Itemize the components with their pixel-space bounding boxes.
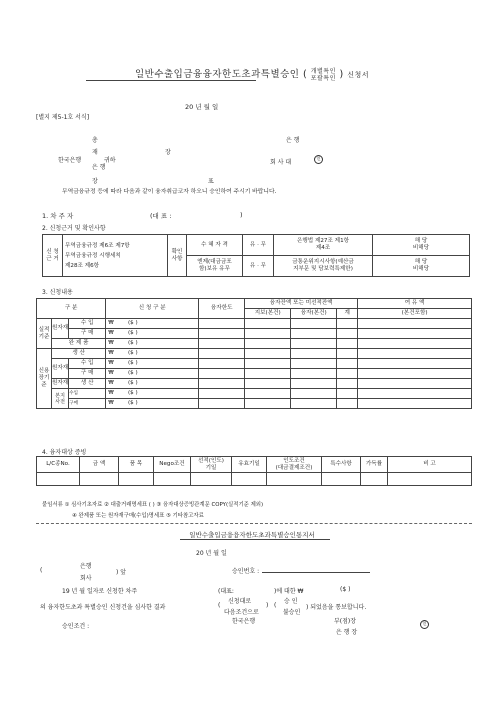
table-row (37, 473, 472, 486)
basis-header: 신 청 근 거 (43, 235, 63, 277)
table-row: 구 매 ₩ ($ ) (37, 329, 472, 339)
sig-bank: 한국은행 (232, 618, 256, 625)
table-row: 원자재 생 산 ₩ ($ ) (37, 379, 472, 389)
h-apply: 신 청 구 분 (106, 299, 199, 319)
table-row: 본지 사전 수입 ₩ ($ ) (37, 389, 472, 399)
evidence-header-row: L/C종No. 금 액 품 목 Nego조건 선적(인도) 기일 유효기일 인도조건 (대금결제조건) 특수사항 가득률 비 고 (37, 457, 472, 473)
form-number: [별지 제5-1호 서식] (36, 114, 90, 121)
approval-number-line (262, 572, 370, 573)
basis-table (42, 234, 470, 277)
seal-mark: 인 (314, 155, 323, 164)
addressee-bank: 한국은행 (58, 157, 82, 164)
applicant-company-label: 회 사 대 (270, 159, 292, 166)
h-sub2: 융자(본건) (291, 309, 337, 319)
cut-line (36, 523, 472, 524)
confirm-d2: 해 당 비해당 (373, 256, 470, 277)
form-title: 일반수출입금융융자한도초과특별승인 ( 개별특인 포괄특인 ) 신청서 (134, 67, 370, 82)
h-balance: 융자잔액 또는 미선적잔액 (245, 299, 358, 309)
raw-label: 원자재 (52, 319, 69, 339)
evidence-table (36, 456, 472, 486)
request-text: 무역금융규정 등에 따라 다음과 같이 융자취급코자 하오니 승인하여 주시기 바랍니다. (62, 189, 277, 195)
table-row: 완 제 품 ₩ ($ ) (37, 339, 472, 349)
application-table (36, 298, 472, 409)
addressee-line-mid: 장 (92, 178, 98, 185)
addressee-line1b: 재 (92, 149, 98, 156)
section1-rep-close: ) (240, 211, 243, 219)
confirm-header: 확인 사항 (168, 235, 187, 277)
h-category: 구 분 (37, 299, 106, 319)
confirm-c1: 엔제(대금금포 함)보유 유무 (187, 256, 243, 277)
basis-cell: 무역금융규정 제6조 제7항 무역금융규정 시행세칙 제28조 제6항 (63, 235, 168, 277)
notice-seal-mark: 인 (420, 620, 429, 629)
condition-label: 승인조건 : (62, 623, 90, 630)
h-surplus2: (본건포함) (358, 309, 472, 319)
section2-label: 2. 신청근거 및 확인사항 (42, 225, 106, 232)
table-row: 신용 장기 준 생 산 ₩ ($ ) (37, 349, 472, 359)
title-option-stack: 개별특인 포괄특인 (310, 67, 336, 82)
table-row: 구매 ₩ ($ ) (37, 399, 472, 409)
sig-branch: 은 행 장 (336, 629, 358, 636)
confirm-d1: 금통운위지시사항(예산금 지부문 및 담보력특제한) (274, 256, 373, 277)
addressee-line2: 은 행 (92, 164, 106, 171)
notice-title-underline (180, 539, 330, 540)
section1-rep: (대 표 : (150, 212, 172, 220)
attachments-line2: ④ 완제품 또는 원자재구매(수입)명세표 ⑤ 기타참고자료 (72, 513, 204, 519)
group2-label: 신용 장기 준 (37, 349, 52, 409)
h-sub1: 지보(본건) (245, 309, 291, 319)
confirm-a2: 유 · 무 (243, 235, 274, 256)
approval-number-label: 승인번호 : (232, 568, 260, 575)
notice-company-label: 회사 (80, 575, 92, 582)
attachments-line1: 붙임서류 ① 심사기초자료 ② 대출거래명세표 ( ) ③ 융자대상증빙관계문 COPY(실적기준 제외) (42, 502, 264, 508)
confirm-b1: 은행법 제27조 제1항 제4조 (274, 235, 373, 256)
h-limit: 융자한도 (199, 299, 245, 319)
table-row: 실적 기준 원자재 수 입 ₩ ($ ) (37, 319, 472, 329)
confirm-c2: 유 · 무 (243, 256, 274, 277)
title-underline (86, 80, 256, 81)
application-date: 20 년 월 일 (185, 103, 219, 111)
addressee-honorific: 귀하 (104, 157, 116, 164)
sig-dept: 부(점)장 (334, 618, 357, 625)
addressee-line3: 장 (165, 149, 171, 156)
form-title-suffix: 신청서 (347, 71, 370, 79)
table-row: 원자재 수 입 ₩ ($ ) (37, 359, 472, 369)
confirm-b2: 해 당 비해당 (373, 235, 470, 256)
table-row: 구 매 ₩ ($ ) (37, 369, 472, 379)
applicant-bank-label: 은 행 (286, 137, 300, 144)
form-title-main: 일반수출입금융융자한도초과특별승인 (134, 69, 300, 80)
addressee-line-right: 표 (208, 178, 214, 185)
h-surplus: 여 유 액 (358, 299, 472, 309)
section3-label: 3. 신청내용 (42, 289, 73, 296)
section1-label: 1. 차 주 자 (42, 212, 74, 220)
notice-title: 일반수출입금융융자한도초과특별승인통지서 (189, 531, 315, 539)
notice-bank-label: 은행 (80, 563, 92, 570)
h-sub3: 계 (337, 309, 358, 319)
group1-label: 실적 기준 (37, 319, 52, 349)
notice-date: 20 년 월 일 (196, 550, 227, 557)
confirm-a1: 수 혜 자 격 (187, 235, 243, 256)
section4-label: 4. 융자대상 증빙 (42, 449, 87, 456)
addressee-line1: 총 (92, 137, 98, 144)
